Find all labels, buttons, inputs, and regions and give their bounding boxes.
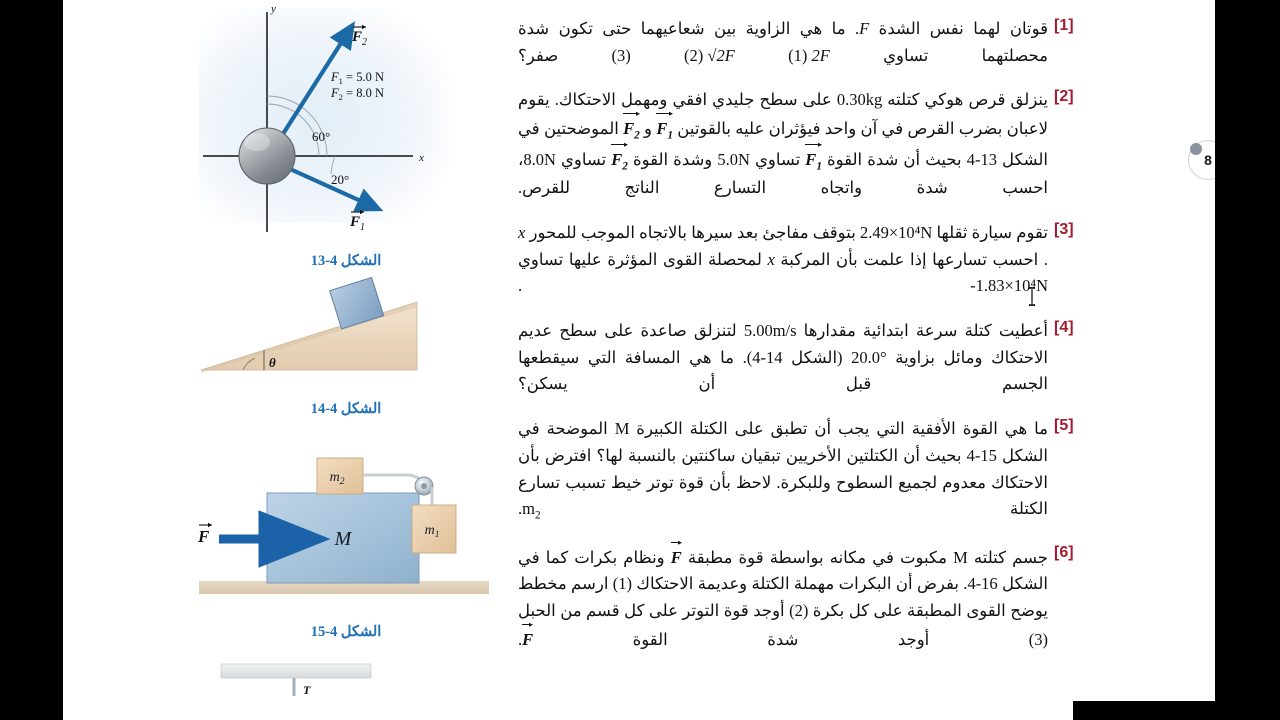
figure-4-14-caption: الشكل 4-14 [310,401,382,417]
question-4-text [518,318,1048,398]
page-sheet [63,0,1215,720]
q3-axis-x: x [518,222,526,242]
q6-part-d: . بفرض أن البكرات مهملة الكتلة وعديمة الاحتكاك (1) ارسم مخطط يوضح القوى المطبقة على كل بكرة (2) أوجد قوة التوتر على كل قسم من الحبل (3) أوجد شدة القوة [518,574,1048,649]
figure-4-13-drawing [181,0,511,248]
svg-text:F: F [350,214,361,230]
q6-part-e: . [518,629,523,649]
question-3-text [518,220,1048,300]
q2-part-h: ، احسب شدة واتجاه التسارع الناتج للقرص. [518,149,1048,198]
q1-part-b: . ما هي الزاوية بين شعاعيهما حتى تكون شدة محصلتهما تساوي [518,19,1048,65]
q5-symbol-M: M [614,419,630,439]
svg-text:F: F [198,527,210,546]
q6-part-c: ونظام بكرات كما في الشكل [518,547,1048,594]
q4-part-d: ). ما هي المسافة التي سيقطعها الجسم قبل أن يسكن؟ [518,347,1048,394]
svg-text:2: 2 [362,37,367,48]
q3-part-a: تقوم سيارة ثقلها [932,222,1048,242]
figure-4-15-m2-label: $m_2$ [329,470,345,487]
figure-4-15-caption: الشكل 4-15 [310,624,382,640]
q3-axis-x-2: x [767,249,775,269]
q2-part-g: تساوي [555,149,612,169]
figure-column [181,0,511,696]
question-item-2[interactable] [518,87,1088,201]
figure-4-13-caption: الشكل 4-13 [310,253,382,269]
q3-part-d: لمحصلة القوى المؤثرة عليها تساوي [518,249,768,269]
figure-4-15-drawing [181,431,511,621]
q2-value-F1: 5.0N [717,149,750,169]
q2-vector-F2: $F_2$ [623,114,640,144]
q2-part-a: ينزلق قرص هوكي كتلته [882,90,1048,110]
q2-part-e: تساوي [749,149,806,169]
q4-part-c: (الشكل [782,347,852,367]
q2-conjunction: و [639,119,657,139]
q2-vector-F2-b: $F_2$ [611,145,628,175]
svg-text:1: 1 [360,222,365,233]
q6-symbol-M: M [953,547,968,567]
q2-mass-value: 0.30kg [836,90,883,110]
question-item-1[interactable] [518,16,1088,69]
q6-vector-F-b: F [522,625,533,654]
question-item-5[interactable] [518,416,1088,525]
page-number-value: 8 [1204,152,1212,168]
q4-speed-value: 5.00m/s [743,320,797,340]
q3-part-e: . [518,276,971,296]
question-number-4: [4] [1054,318,1074,336]
bottom-black-bar [1073,701,1215,720]
q5-part-c: بحيث أن الكتلتين الأخريين تبقيان ساكنتين بالنسبة لها؟ افترض بأن الاحتكاك معدوم لجميع السطوح وللبكرة. لاحظ بأن قوة توتر خيط تسبب تسارع الكتلة [518,445,1048,519]
question-item-6[interactable] [518,543,1088,654]
q5-figure-ref: 4-15 [966,445,997,465]
q1-option-3: (3) [611,45,631,65]
figure-4-14 [181,260,511,425]
q3-part-b: بتوقف مفاجئ بعد سيرها بالاتجاه الموجب للمحور [525,222,860,242]
q2-vector-F1-b: $F_1$ [805,145,822,175]
figure-4-16-T-label: T [303,683,311,696]
figure-4-16-drawing [181,656,511,696]
q1-part-c: صفر؟ [518,45,612,65]
figure-4-13-y-label: y [271,3,276,15]
q4-part-b: لتنزلق صاعدة على سطح عديم الاحتكاك ومائل بزاوية [518,320,1048,367]
q4-part-a: أعطيت كتلة سرعة ابتدائية مقدارها [796,320,1049,340]
q5-part-a: ما هي القوة الأفقية التي يجب أن تطبق على الكتلة الكبيرة [629,419,1049,439]
q1-option-2: (2) √2F [684,45,735,65]
text-cursor-icon [1026,287,1040,307]
figure-4-13-F1-value: $F_1 = 5.0$ N [331,70,384,86]
q2-vector-F1: $F_1$ [656,114,673,144]
q2-part-b: على سطح جليدي افقي ومهمل الاحتكاك. يقوم لاعبان بضرب القرص في آن واحد فيؤثران عليه بالقوتين [518,90,1049,139]
q5-symbol-m2: $m_2$ [522,499,541,522]
q2-figure-ref: 4-13 [966,149,997,169]
q6-figure-ref: 4-16 [967,574,998,594]
figure-4-16-partial [181,656,511,696]
figure-4-15-m1-label: $m_1$ [424,523,440,540]
q1-symbol-F: F [859,19,870,38]
figure-4-13-angle-20: 20° [331,172,350,187]
question-item-3[interactable] [518,220,1088,300]
figure-4-14-theta-label: θ [269,355,276,370]
q5-part-d: . [518,499,523,519]
q2-part-d: بحيث أن شدة القوة [821,149,967,169]
question-number-5: [5] [1054,417,1074,435]
question-number-6: [6] [1054,543,1074,561]
questions-column [518,16,1088,672]
question-number-3: [3] [1054,220,1074,238]
svg-text:F: F [352,29,363,45]
figure-4-13 [181,0,511,269]
question-6-text [518,543,1048,654]
q4-angle-value: 20.0° [851,347,887,367]
figure-4-13-angle-60: 60° [312,129,331,144]
q1-option-1: (1) 2F [788,45,830,65]
question-number-2: [2] [1054,88,1074,106]
q2-part-f: وشدة القوة [627,149,718,169]
question-number-1: [1] [1054,17,1074,34]
page-number-badge[interactable] [1188,140,1215,180]
q6-vector-F: F [671,543,682,572]
q2-value-F2: 8.0N [523,149,556,169]
question-1-text [518,16,1048,69]
q2-part-c: الموضحتين في الشكل [518,119,1048,169]
q5-part-b: الموضحة في الشكل [518,419,1048,465]
figure-4-15 [181,431,511,646]
q3-weight-value: 2.49×10⁴N [859,222,933,242]
question-2-text [518,87,1048,201]
figure-4-15-F-label [197,523,212,546]
q1-part-a: قوتان لهما نفس الشدة [869,19,1048,38]
question-5-text [518,416,1048,525]
figure-4-14-drawing [181,260,511,400]
question-item-4[interactable] [518,318,1088,398]
q6-part-a: جسم كتلته [967,547,1049,567]
q6-part-b: مكبوت في مكانه بواسطة قوة مطبقة [681,547,954,567]
figure-4-13-F2-value: $F_2 = 8.0$ N [331,86,384,102]
q3-force-value: -1.83×10⁴N [970,276,1048,296]
figure-4-15-M-label: M [334,528,352,550]
q4-figure-ref: 4-14 [752,347,783,367]
q3-part-c: . احسب تسارعها إذا علمت بأن المركبة [774,249,1048,269]
figure-4-13-x-label: x [419,152,424,164]
